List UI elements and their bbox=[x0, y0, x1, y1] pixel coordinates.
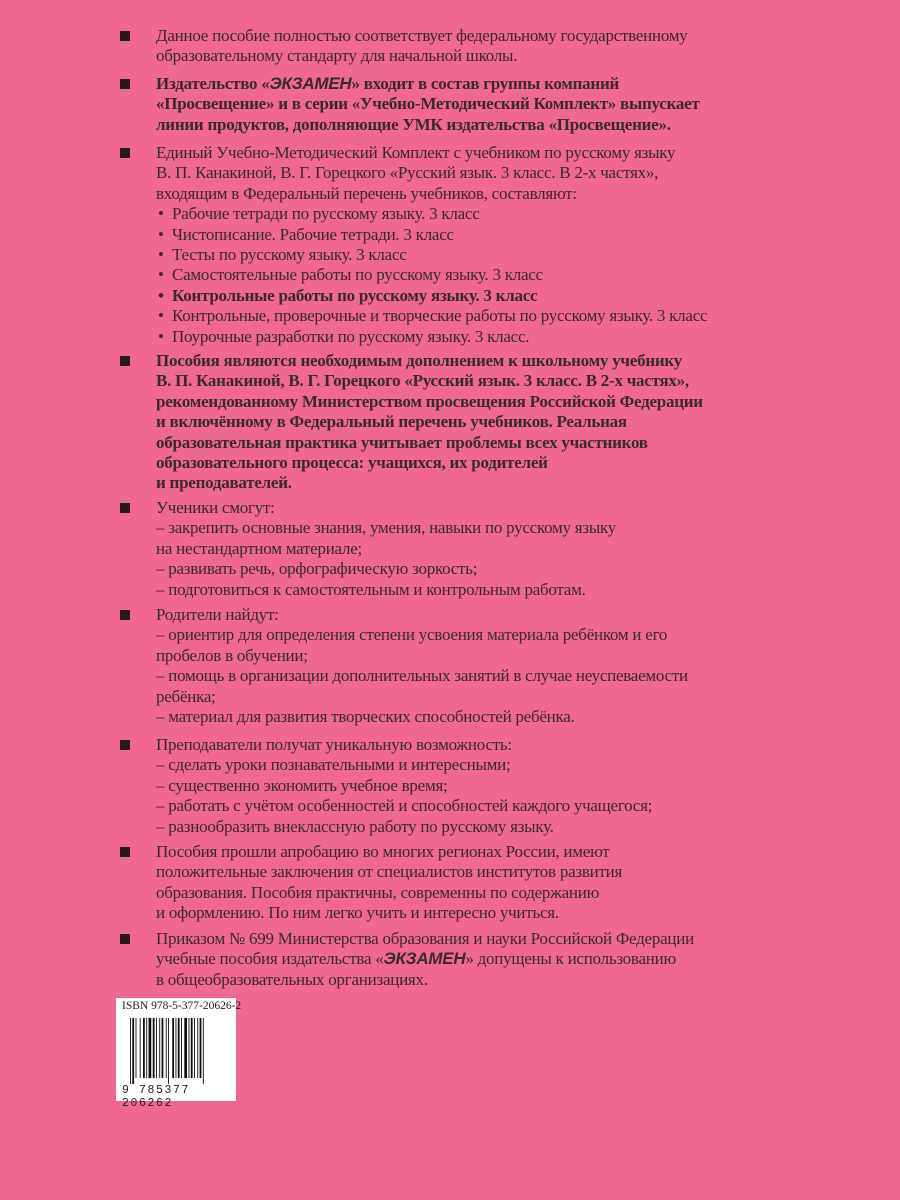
text-line: образовательная практика учитывает проблемы всех участников bbox=[156, 432, 648, 452]
barcode-bar bbox=[162, 1018, 164, 1078]
text-line: и преподавателей. bbox=[156, 473, 292, 493]
text-line: – помощь в организации дополнительных занятий в случае неуспеваемости bbox=[156, 666, 688, 686]
text-line: – развивать речь, орфографическую зоркость; bbox=[156, 559, 478, 579]
text-line: Пособия являются необходимым дополнением к школьному учебнику bbox=[156, 351, 682, 370]
square-bullet-icon bbox=[120, 847, 130, 857]
text-line: входящим в Федеральный перечень учебников, составляют: bbox=[156, 183, 577, 203]
barcode-bar bbox=[159, 1018, 160, 1078]
list-item: • Самостоятельные работы по русскому языку. 3 класс bbox=[156, 265, 707, 285]
barcode-bar bbox=[146, 1018, 147, 1078]
square-bullet-icon bbox=[120, 356, 130, 366]
text-line: – разнообразить внеклассную работу по русскому языку. bbox=[156, 816, 554, 836]
barcode-bar bbox=[172, 1018, 174, 1078]
text-line: «Просвещение» и в серии «Учебно-Методический Комплект» выпускает bbox=[156, 94, 700, 114]
text-line: Родители найдут: bbox=[156, 605, 279, 624]
text-line: пробелов в обучении; bbox=[156, 645, 308, 665]
barcode-bar bbox=[191, 1018, 193, 1078]
barcode-bar bbox=[168, 1018, 169, 1084]
barcode-bar bbox=[132, 1018, 134, 1084]
publisher-brand: ЭКЗАМЕН bbox=[383, 949, 466, 969]
barcode-bar bbox=[140, 1018, 141, 1078]
list-item: • Тесты по русскому языку. 3 класс bbox=[156, 245, 707, 265]
barcode-bar bbox=[153, 1018, 155, 1078]
barcode-bar bbox=[136, 1018, 137, 1078]
text-line: В. П. Канакиной, В. Г. Горецкого «Русский язык. 3 класс. В 2-х частях», bbox=[156, 163, 659, 183]
text-line: на нестандартном материале; bbox=[156, 538, 362, 558]
barcode-bar bbox=[184, 1018, 187, 1078]
square-bullet-icon bbox=[120, 31, 130, 41]
text-line: – закрепить основные знания, умения, навыки по русскому языку bbox=[156, 518, 617, 538]
text-line: Приказом № 699 Министерства образования и науки Российской Федерации bbox=[156, 929, 694, 948]
list-item: • Контрольные, проверочные и творческие работы по русскому языку. 3 класс bbox=[156, 306, 707, 326]
barcode-bar bbox=[189, 1018, 190, 1078]
text-line: в общеобразовательных организациях. bbox=[156, 969, 428, 989]
text-line: образовательному стандарту для начальной школы. bbox=[156, 46, 518, 66]
barcode-bar bbox=[130, 1018, 131, 1084]
text-line: Издательство «ЭКЗАМЕН» входит в состав группы компаний bbox=[156, 74, 620, 93]
text-line: Преподаватели получат уникальную возможность: bbox=[156, 735, 512, 754]
square-bullet-icon bbox=[120, 503, 130, 513]
text-line: Единый Учебно-Методический Комплект с учебником по русскому языку bbox=[156, 143, 676, 162]
barcode-bar bbox=[200, 1018, 202, 1078]
barcode-bar bbox=[203, 1018, 204, 1084]
isbn-label: ISBN 978-5-377-20626-2 bbox=[122, 1000, 242, 1012]
text-line: Данное пособие полностью соответствует федеральному государственному bbox=[156, 26, 688, 45]
list-item: • Поурочные разработки по русскому языку. 3 класс. bbox=[156, 327, 707, 347]
list-item: • Контрольные работы по русскому языку. 3 класс bbox=[156, 286, 707, 306]
text-line: линии продуктов, дополняющие УМК издательства «Просвещение». bbox=[156, 114, 671, 134]
barcode-bar bbox=[143, 1018, 145, 1078]
barcode-bar bbox=[176, 1018, 177, 1078]
text-line: Ученики смогут: bbox=[156, 498, 275, 517]
square-bullet-icon bbox=[120, 79, 130, 89]
text-line: Пособия прошли апробацию во многих регионах России, имеют bbox=[156, 842, 610, 861]
text-line: образовательного процесса: учащихся, их родителей bbox=[156, 453, 548, 473]
barcode-digits: 9 785377 206262 bbox=[122, 1084, 191, 1110]
list-item: • Рабочие тетради по русскому языку. 3 класс bbox=[156, 204, 707, 224]
text-line: – материал для развития творческих способностей ребёнка. bbox=[156, 707, 575, 727]
barcode-bar bbox=[178, 1018, 180, 1078]
barcode-bar bbox=[197, 1018, 198, 1078]
text-line: В. П. Канакиной, В. Г. Горецкого «Русский язык. 3 класс. В 2-х частях», bbox=[156, 371, 689, 391]
text-line: учебные пособия издательства «ЭКЗАМЕН» допущены к использованию bbox=[156, 949, 676, 969]
square-bullet-icon bbox=[120, 934, 130, 944]
text-line: положительные заключения от специалистов институтов развития bbox=[156, 862, 623, 882]
square-bullet-icon bbox=[120, 148, 130, 158]
square-bullet-icon bbox=[120, 610, 130, 620]
text-line: – сделать уроки познавательными и интересными; bbox=[156, 755, 511, 775]
text-line: – работать с учётом особенностей и способностей каждого учащегося; bbox=[156, 796, 653, 816]
text-line: – подготовиться к самостоятельным и контрольным работам. bbox=[156, 579, 586, 599]
text-line: – существенно экономить учебное время; bbox=[156, 775, 448, 795]
text-line: – ориентир для определения степени усвоения материала ребёнком и его bbox=[156, 625, 668, 645]
text-line: образования. Пособия практичны, современны по содержанию bbox=[156, 882, 600, 902]
barcode-bars bbox=[130, 1018, 226, 1084]
list-item: • Чистописание. Рабочие тетради. 3 класс bbox=[156, 225, 707, 245]
publisher-brand: ЭКЗАМЕН bbox=[269, 74, 352, 93]
barcode-bar bbox=[149, 1018, 152, 1078]
barcode-bar bbox=[156, 1018, 157, 1078]
text-line: и оформлению. По ним легко учить и интересно учиться. bbox=[156, 903, 559, 923]
isbn-barcode bbox=[116, 998, 242, 1110]
barcode-bar bbox=[166, 1018, 167, 1078]
text-line: ребёнка; bbox=[156, 686, 216, 706]
barcode-bar bbox=[194, 1018, 195, 1078]
text-line: рекомендованному Министерством просвещения Российской Федерации bbox=[156, 391, 703, 411]
barcode-bar bbox=[181, 1018, 182, 1078]
square-bullet-icon bbox=[120, 740, 130, 750]
text-line: и включённому в Федеральный перечень учебников. Реальная bbox=[156, 412, 627, 432]
